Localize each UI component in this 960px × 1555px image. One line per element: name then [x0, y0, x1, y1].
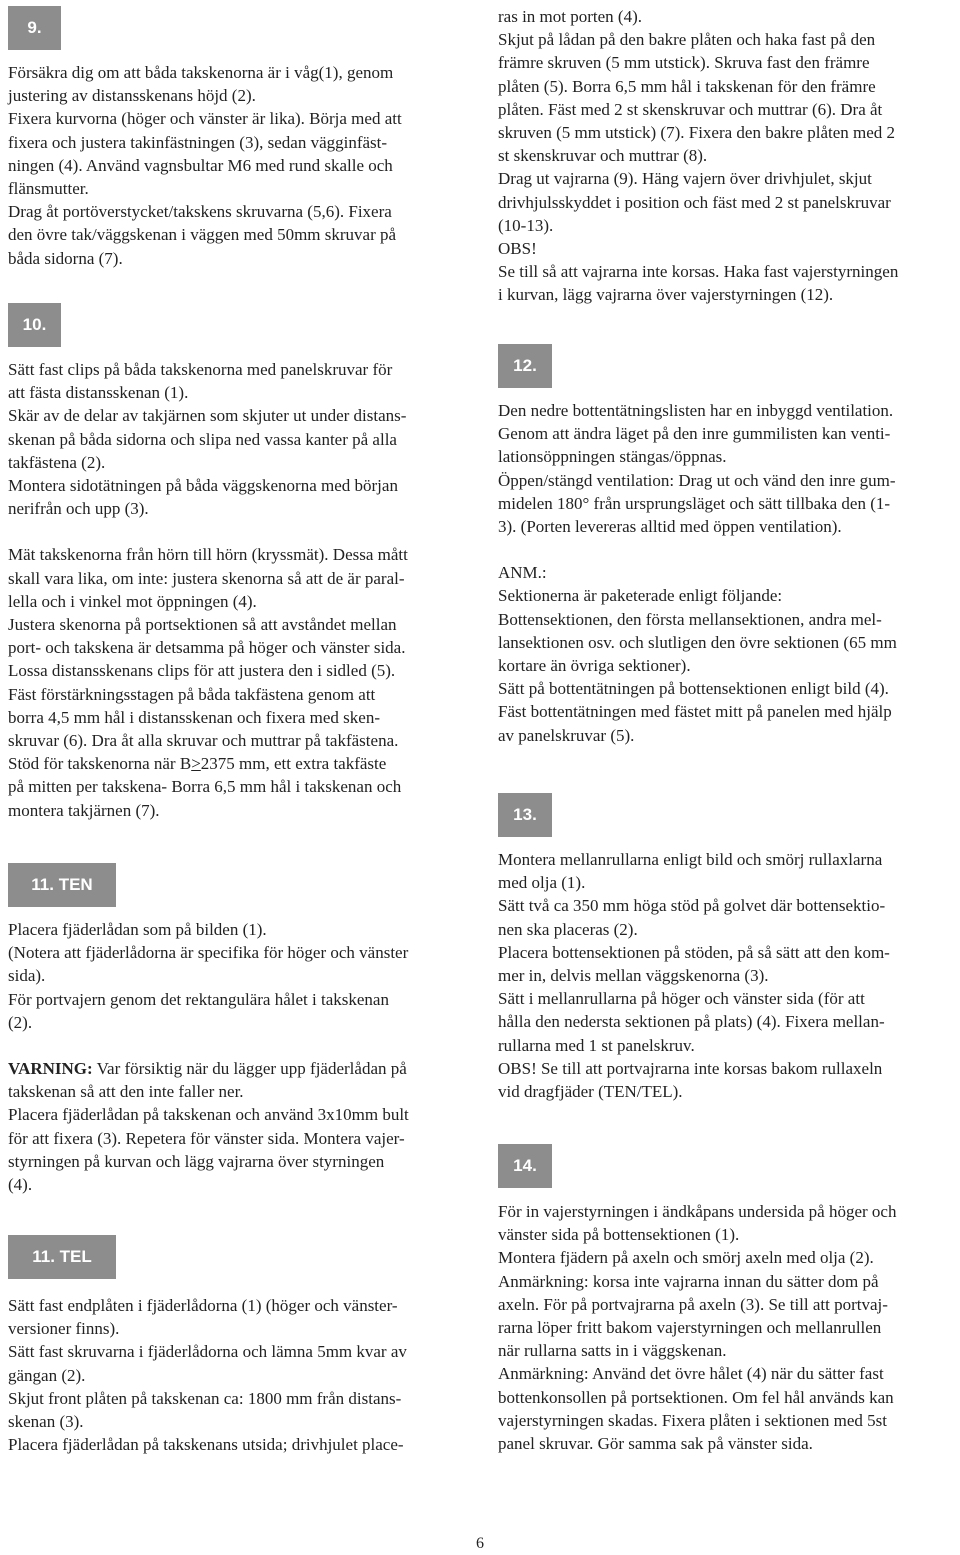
text-line: Fäst bottentätningen med fästet mitt på panelen med hjälp [498, 702, 892, 722]
support-line: Stöd för takskenorna när B>2375 mm, ett extra takfäste [8, 754, 387, 774]
text-line: nen ska placeras (2). [498, 919, 638, 939]
text-line: i kurvan, lägg vajrarna över vajerstyrningen (12). [498, 285, 834, 305]
section-11-tel-badge: 11. TEL [8, 1235, 116, 1279]
warning-line: VARNING: Var försiktig när du lägger upp fjäderlådan på [8, 1059, 407, 1079]
text-line: ANM.: [498, 563, 547, 583]
text-line: Försäkra dig om att båda takskenorna är i våg(1), genom [8, 63, 394, 82]
text-line: sida). [8, 966, 46, 986]
text-line: skenan (3). [8, 1412, 84, 1432]
text-line: Sektionerna är paketerade enligt följande: [498, 586, 783, 606]
text-line: Fäst förstärkningsstagen på båda takfästena genom att [8, 684, 376, 704]
text-line: vajerstyrningen skadas. Fixera plåten i sektionen med 5st [498, 1410, 888, 1430]
section-9-text [8, 61, 476, 270]
text-line: justering av distansskenans höjd (2). [8, 86, 256, 106]
text-line: på mitten per takskena- Borra 6,5 mm hål i takskenan och [8, 777, 402, 797]
text-line: Placera fjäderlådan på takskenan och använd 3x10mm bult [8, 1105, 409, 1125]
section-11-tel-text [8, 1294, 476, 1456]
text-line: Genom att ändra läget på den inre gummilisten kan venti- [498, 424, 891, 444]
text-line: Skär av de delar av takjärnen som skjuter ut under distans- [8, 406, 407, 426]
section-9-badge: 9. [8, 6, 61, 50]
text-line: Se till så att vajrarna inte korsas. Haka fast vajerstyrningen [498, 262, 899, 282]
text-line: vid dragfjäder (TEN/TEL). [498, 1082, 683, 1102]
text-line: Fixera kurvorna (höger och vänster är lika). Börja med att [8, 109, 402, 129]
text-line: Öppen/stängd ventilation: Drag ut och vänd den inre gum- [498, 470, 896, 490]
text-line: port- och takskena är detsamma på höger och vänster sida. [8, 638, 406, 658]
text-line: styrningen på kurvan och lägg vajrarna över styrningen [8, 1151, 385, 1171]
text-line: skruven (5 mm utstick) (7). Fixera den bakre plåten med 2 [498, 123, 896, 143]
text-line: Mät takskenorna från hörn till hörn (kryssmät). Dessa mått [8, 545, 408, 565]
text-line: Lossa distansskenans clips för att justera den i sidled (5). [8, 661, 396, 681]
text-line: lella och i vinkel mot öppningen (4). [8, 591, 257, 611]
text-line: Anmärkning: korsa inte vajrarna innan du sätter dom på [498, 1271, 879, 1291]
section-14-badge: 14. [498, 1144, 552, 1188]
text-line: Skjut på lådan på den bakre plåten och haka fast på den [498, 30, 876, 50]
text-line: av panelskruvar (5). [498, 725, 635, 745]
text-line: axeln. För på portvajrarna på axeln (3). Se till att portvaj- [498, 1294, 888, 1314]
text-line: flänsmutter. [8, 179, 89, 199]
text-line: versioner finns). [8, 1319, 120, 1339]
text-line: båda sidorna (7). [8, 248, 123, 268]
text-line: när rullarna satts in i väggskenan. [498, 1341, 727, 1361]
text-line: Sätt fast skruvarna i fjäderlådorna och lämna 5mm kvar av [8, 1342, 407, 1362]
text-line: gängan (2). [8, 1365, 86, 1385]
text-line: Sätt fast clips på båda takskenorna med panelskruvar för [8, 360, 393, 379]
section-10-badge: 10. [8, 303, 61, 347]
text-line: Sätt två ca 350 mm höga stöd på golvet där bottensektio- [498, 896, 886, 916]
text-line: (4). [8, 1175, 33, 1195]
text-line: skruvar (6). Dra åt alla skruvar och muttrar på takfästena. [8, 731, 399, 751]
text-line: Anmärkning: Använd det övre hålet (4) när du sätter fast [498, 1364, 884, 1384]
section-10-text [8, 358, 476, 822]
text-line: mer in, delvis mellan väggskenorna (3). [498, 966, 769, 986]
text-line: kortare än övriga sektioner). [498, 656, 691, 676]
text-line: Drag ut vajrarna (9). Häng vajern över drivhjulet, skjut [498, 169, 872, 189]
text-line: ras in mot porten (4). [498, 7, 642, 26]
text-line: rarna löper fritt bakom vajerstyrningen och mellanrullen [498, 1318, 882, 1338]
text-line: den övre tak/väggskenan i väggen med 50mm skruvar på [8, 225, 397, 245]
text-line: nerifrån och upp (3). [8, 499, 149, 519]
text-line: Bottensektionen, den första mellansektionen, andra mel- [498, 609, 882, 629]
text-line: lansektionen osv. och slutligen den övre sektionen (65 mm [498, 632, 897, 652]
text-line: plåten (5). Borra 6,5 mm hål i takskenan för den främre [498, 76, 876, 96]
text-line: Montera mellanrullarna enligt bild och smörj rullaxlarna [498, 850, 883, 869]
section-11-ten-badge: 11. TEN [8, 863, 116, 907]
text-line: lationsöppningen stängas/öppnas. [498, 447, 727, 467]
text-line: midelen 180° från ursprungsläget och sätt tillbaka den (1- [498, 493, 891, 513]
text-line: borra 4,5 mm hål i distansskenan och fixera med sken- [8, 707, 381, 727]
text-line: (Notera att fjäderlådorna är specifika för höger och vänster [8, 943, 409, 963]
text-line: bottenkonsollen på portsektionen. Om fel hål används kan [498, 1387, 894, 1407]
text-line: plåten. Fäst med 2 st skenskruvar och muttrar (6). Dra åt [498, 99, 883, 119]
page-number: 6 [476, 1535, 484, 1552]
text-line: Den nedre bottentätningslisten har en inbyggd ventilation. [498, 401, 894, 420]
text-line: Placera bottensektionen på stöden, på så sätt att den kom- [498, 942, 890, 962]
text-line: Sätt på bottentätningen på bottensektionen enligt bild (4). [498, 679, 889, 699]
text-line: med olja (1). [498, 873, 586, 893]
text-line: Placera fjäderlådan som på bilden (1). [8, 920, 267, 939]
text-line: Sätt fast endplåten i fjäderlådorna (1) (höger och vänster- [8, 1296, 398, 1315]
text-line: Montera fjädern på axeln och smörj axeln med olja (2). [498, 1248, 874, 1268]
text-line: panel skruvar. Gör samma sak på vänster sida. [498, 1434, 813, 1454]
section-12-text [498, 399, 960, 747]
text-line: Skjut front plåten på takskenan ca: 1800 mm från distans- [8, 1388, 402, 1408]
text-line: drivhjulsskyddet i position och fäst med 2 st panelskruvar [498, 192, 891, 212]
text-line: OBS! Se till att portvajrarna inte korsas bakom rullaxeln [498, 1058, 883, 1078]
text-line: främre skruven (5 mm utstick). Skruva fast den främre [498, 53, 870, 73]
text-line: skall vara lika, om inte: justera skenorna så att de är paral- [8, 568, 405, 588]
text-line: rullarna med 1 st panelskruv. [498, 1035, 695, 1055]
text-line: montera takjärnen (7). [8, 800, 160, 820]
text-line: Justera skenorna på portsektionen så att avståndet mellan [8, 615, 397, 635]
section-11-continued-text [498, 5, 960, 307]
text-line: för att fixera (3). Repetera för vänster sida. Montera vajer- [8, 1128, 405, 1148]
text-line: För portvajern genom det rektangulära hålet i takskenan [8, 989, 389, 1009]
section-14-text [498, 1200, 960, 1455]
text-line: Drag åt portöverstycket/takskens skruvarna (5,6). Fixera [8, 202, 392, 222]
section-11-ten-text [8, 918, 476, 1196]
text-line: Montera sidotätningen på båda väggskenorna med början [8, 476, 398, 496]
text-line: ningen (4). Använd vagnsbultar M6 med rund skalle och [8, 155, 393, 175]
text-line: takfästena (2). [8, 452, 106, 472]
text-line: För in vajerstyrningen i ändkåpans undersida på höger och [498, 1202, 897, 1221]
text-line: (10-13). [498, 215, 554, 235]
section-12-badge: 12. [498, 344, 552, 388]
text-line: 3). (Porten levereras alltid med öppen ventilation). [498, 517, 842, 537]
text-line: skenan på båda sidorna och slipa ned vassa kanter på alla [8, 429, 397, 449]
text-line: hålla den nedersta sektionen på plats) (4). Fixera mellan- [498, 1012, 885, 1032]
text-line: (2). [8, 1012, 33, 1032]
text-line: fixera och justera takinfästningen (3), sedan vägginfäst- [8, 132, 388, 152]
text-line: Sätt i mellanrullarna på höger och vänster sida (för att [498, 989, 865, 1009]
text-line: st skenskruvar och muttrar (8). [498, 146, 708, 166]
text-line: vänster sida på bottensektionen (1). [498, 1225, 740, 1245]
text-line: att fästa distansskenan (1). [8, 383, 189, 403]
text-line: takskenan så att den inte faller ner. [8, 1082, 244, 1102]
section-13-text [498, 848, 960, 1103]
section-13-badge: 13. [498, 793, 552, 837]
text-line: Placera fjäderlådan på takskenans utsida; drivhjulet place- [8, 1435, 404, 1455]
text-line: OBS! [498, 239, 537, 259]
